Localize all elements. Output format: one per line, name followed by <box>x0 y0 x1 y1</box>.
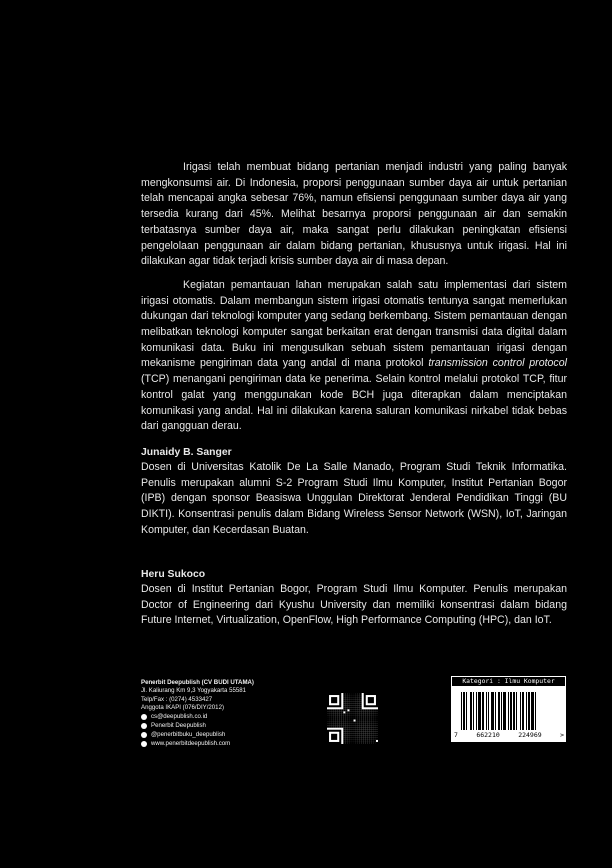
publisher-name: Penerbit Deepublish (CV BUDI UTAMA) <box>141 679 254 686</box>
abstract-paragraph-2-italic: transmission control protocol <box>428 357 567 370</box>
isbn-digit-group-1: 662210 <box>476 731 500 739</box>
contact-website-text: www.penerbitdeepublish.com <box>151 739 231 747</box>
author-bio-text-1: Dosen di Universitas Katolik De La Salle Manado, Program Studi Teknik Informatika. Penulis merupakan alumni S-2 Program Studi Ilmu Komputer, Institut Pertanian Bogor (IPB) dengan sponsor Beasiswa Unggulan Direktorat Jenderal Pendidikan Tinggi (BU DIKTI). Konsentrasi penulis dalam Bidang Wireless Sensor Network (WSN), IoT, Jaringan Komputer, dan Kecerdasan Buatan. <box>141 461 567 536</box>
author-bio-text-2: Dosen di Institut Pertanian Bogor, Program Studi Ilmu Komputer. Penulis merupakan Doctor of Engineering dari Kyushu University dan memiliki konsentrasi dalam bidang Future Internet, Virtualization, OpenFlow, High Performance Computing (HPC), dan IoT. <box>141 583 567 627</box>
facebook-icon <box>141 723 147 729</box>
qr-code-pattern <box>327 693 378 744</box>
email-icon <box>141 714 147 720</box>
author-bio-2 <box>141 567 567 629</box>
qr-code <box>327 693 378 744</box>
abstract-paragraph-2-part-1: Kegiatan pemantauan lahan merupakan salah satu implementasi dari sistem irigasi otomatis. Dalam membangun sistem irigasi otomatis tentunya sangat memerlukan dukungan dari teknologi komputer yang sedang berkembang. Sistem pemantauan dengan melibatkan teknologi komputer sangat berkaitan erat dengan transmisi data digital dalam komunikasi data. Buku ini mengusulkan sebuah sistem pemantauan irigasi dengan mekanisme pengiriman data yang andal di mana protokol <box>141 278 567 370</box>
abstract-paragraph-1: Irigasi telah membuat bidang pertanian menjadi industri yang paling banyak mengkonsumsi air. Di Indonesia, proporsi penggunaan sumber daya air untuk pertanian telah mencapai angka sebesar 76%, namun efisiensi penggunaan sumber daya air yang tersedia kurang dari 45%. Melihat besarnya proporsi penggunaan air dan semakin terbatasnya sumber daya air, maka sangat perlu dilakukan peningkatan efisiensi pengelolaan penggunaan air dalam bidang pertanian, khususnya untuk irigasi. Hal ini dilakukan agar tidak terjadi krisis sumber daya air di masa depan. <box>141 161 567 268</box>
publisher-phone: Telp/Fax : (0274) 4533427 <box>141 695 213 703</box>
abstract-paragraph-2 <box>141 278 567 435</box>
globe-icon <box>141 741 147 747</box>
contact-instagram <box>141 731 311 740</box>
instagram-icon <box>141 732 147 738</box>
contact-email <box>141 713 311 722</box>
isbn-digit-group-2: 224969 <box>518 731 542 739</box>
isbn-digits <box>454 731 564 739</box>
isbn-barcode <box>461 692 556 730</box>
author-name-1: Junaidy B. Sanger <box>141 447 232 458</box>
isbn-digit-end: > <box>560 731 564 739</box>
back-cover-abstract <box>141 160 567 435</box>
publisher-address: Jl. Kaliurang Km 9,3 Yogyakarta 55581 <box>141 687 247 695</box>
author-bio-1 <box>141 445 567 539</box>
author-name-2: Heru Sukoco <box>141 569 206 580</box>
publisher-info <box>141 679 311 749</box>
contact-website <box>141 740 311 749</box>
publisher-membership: Anggota IKAPI (076/DIY/2012) <box>141 704 224 712</box>
abstract-paragraph-2-part-2: (TCP) menangani pengiriman data ke penerima. Selain kontrol melalui protokol TCP, fitur kontrol galat yang menggunakan kode BCH juga diterapkan dalam menciptakan komunikasi yang andal. Hal ini dilakukan karena saluran komunikasi nirkabel tidak bebas dari gangguan derau. <box>141 373 567 433</box>
category-label: Kategori : Ilmu Komputer <box>451 676 566 687</box>
contact-instagram-text: @penerbitbuku_deepublish <box>151 730 226 738</box>
isbn-digit-lead: 7 <box>454 731 458 739</box>
contact-email-text: cs@deepublish.co.id <box>151 712 208 720</box>
contact-facebook-text: Penerbit Deepublish <box>151 721 206 729</box>
contact-facebook <box>141 722 311 731</box>
